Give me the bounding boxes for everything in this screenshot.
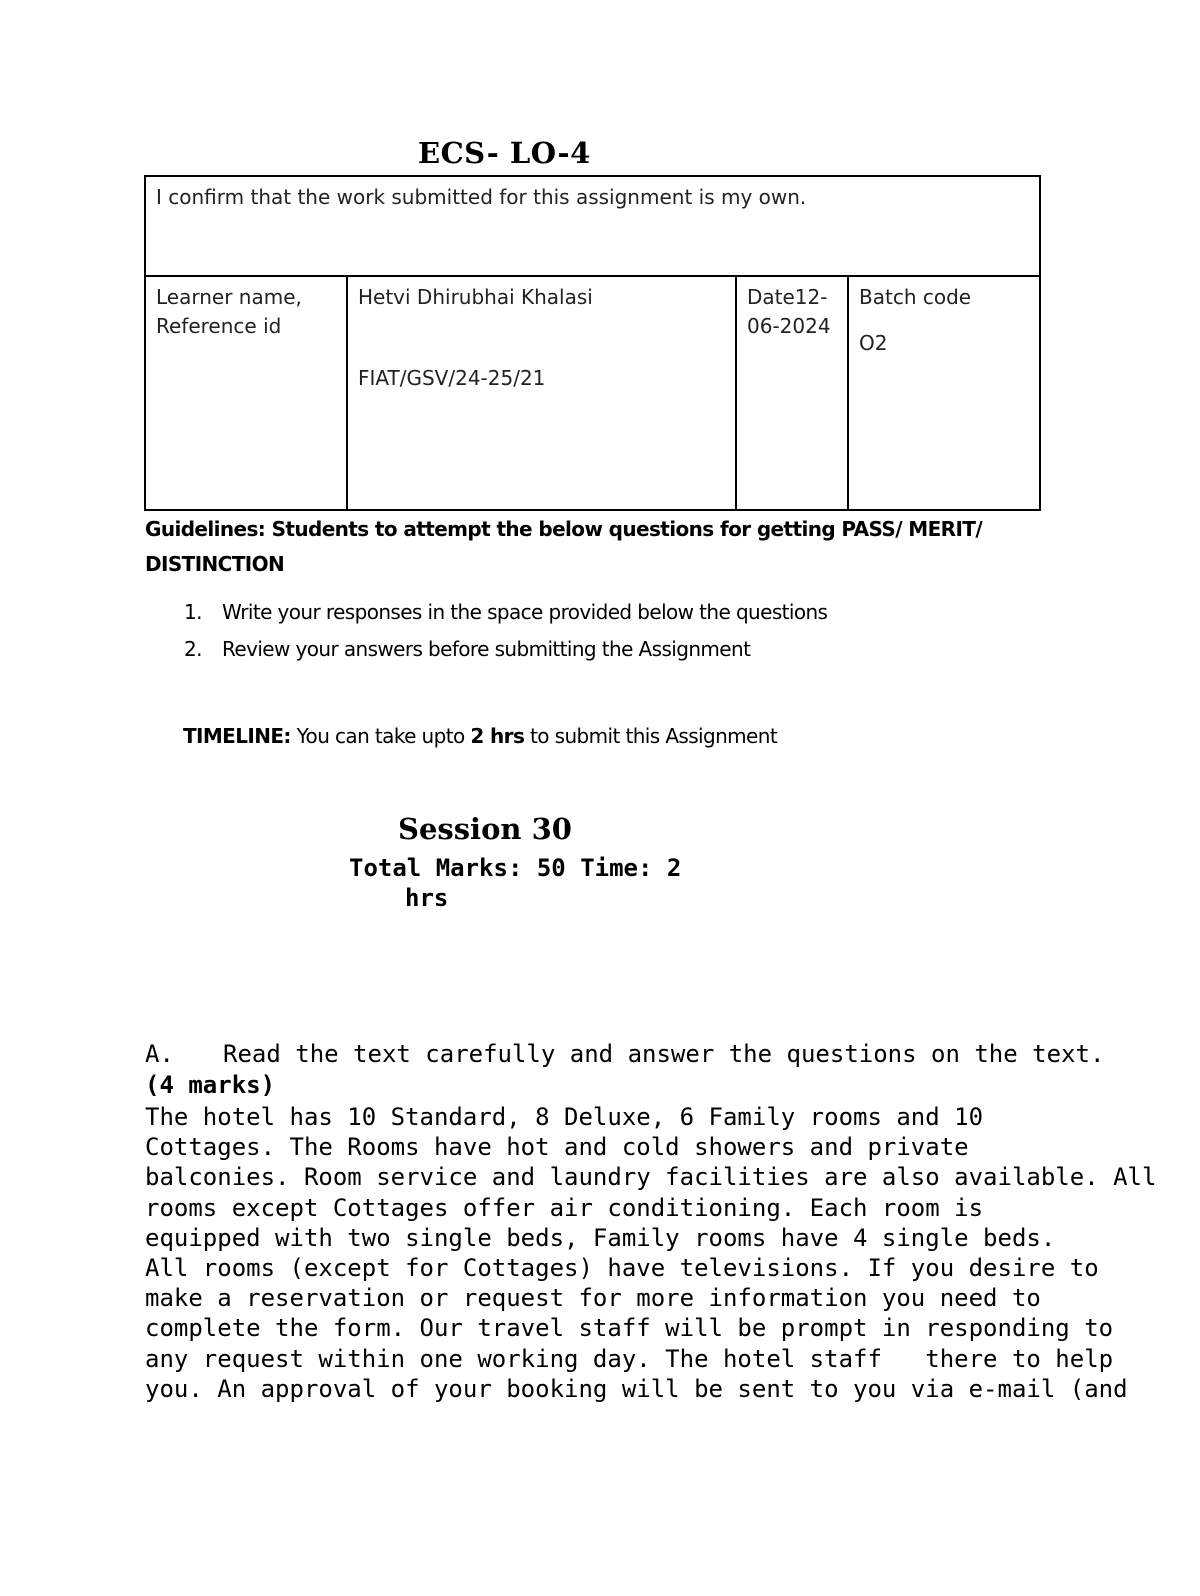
batch-code-value: O2 <box>859 331 888 355</box>
timeline-duration: 2 hrs <box>470 724 525 748</box>
passage-line: make a reservation or request for more information you need to <box>145 1284 1041 1313</box>
learner-label-cell <box>145 276 347 510</box>
reading-passage <box>145 1102 1157 1404</box>
timeline-label: TIMELINE: <box>183 724 291 748</box>
passage-line: you. An approval of your booking will be sent to you via e-mail (and <box>145 1374 1128 1403</box>
timeline-text-pre: You can take upto <box>290 724 471 748</box>
instruction-number: 2. <box>184 637 202 661</box>
question-prompt: Read the text carefully and answer the questions on the text. <box>223 1040 1105 1068</box>
date-cell <box>736 276 848 510</box>
question-letter: A. <box>145 1040 174 1068</box>
learner-name-label: Learner name, <box>156 285 302 309</box>
batch-cell <box>848 276 1040 510</box>
passage-line: The hotel has 10 Standard, 8 Deluxe, 6 Family rooms and 10 <box>145 1103 984 1131</box>
passage-line: balconies. Room service and laundry facilities are also available. All <box>145 1163 1157 1192</box>
date-line-2: 06-2024 <box>747 314 831 338</box>
learner-value-cell <box>347 276 736 510</box>
passage-line: All rooms (except for Cottages) have televisions. If you desire to <box>145 1254 1099 1283</box>
instruction-text: Review your answers before submitting the Assignment <box>222 637 751 661</box>
passage-line: rooms except Cottages offer air conditioning. Each room is <box>145 1193 984 1222</box>
instruction-item <box>184 637 1004 665</box>
total-marks-line-1: Total Marks: 50 Time: 2 <box>349 854 682 882</box>
passage-line: equipped with two single beds, Family rooms have 4 single beds. <box>145 1223 1056 1252</box>
document-title: ECS- LO-4 <box>418 136 591 170</box>
question-a-marks: (4 marks) <box>145 1071 276 1099</box>
learner-info-table <box>144 175 1041 511</box>
instruction-number: 1. <box>184 600 202 624</box>
reference-id-value: FIAT/GSV/24-25/21 <box>358 366 546 390</box>
instruction-item <box>184 600 1004 628</box>
learner-name-value: Hetvi Dhirubhai Khalasi <box>358 285 593 309</box>
guidelines-heading: Guidelines: Students to attempt the below questions for getting PASS/ MERIT/ DISTINCTION <box>145 517 983 576</box>
instruction-text: Write your responses in the space provided below the questions <box>222 600 828 624</box>
passage-line: any request within one working day. The hotel staff there to help <box>145 1344 1114 1373</box>
session-title: Session 30 <box>398 812 572 846</box>
passage-line: complete the form. Our travel staff will be prompt in responding to <box>145 1314 1114 1343</box>
question-a-heading <box>145 1040 1104 1068</box>
batch-code-label: Batch code <box>859 285 972 309</box>
date-line-1: Date12- <box>747 285 828 309</box>
declaration-text: I confirm that the work submitted for this assignment is my own. <box>156 185 807 209</box>
timeline-text-post: to submit this Assignment <box>524 724 778 748</box>
reference-id-label: Reference id <box>156 314 282 338</box>
total-marks-time <box>349 853 729 913</box>
passage-line: Cottages. The Rooms have hot and cold showers and private <box>145 1133 969 1162</box>
declaration-cell <box>145 176 1040 276</box>
total-marks-line-2: hrs <box>405 884 449 912</box>
timeline-note <box>183 724 777 748</box>
